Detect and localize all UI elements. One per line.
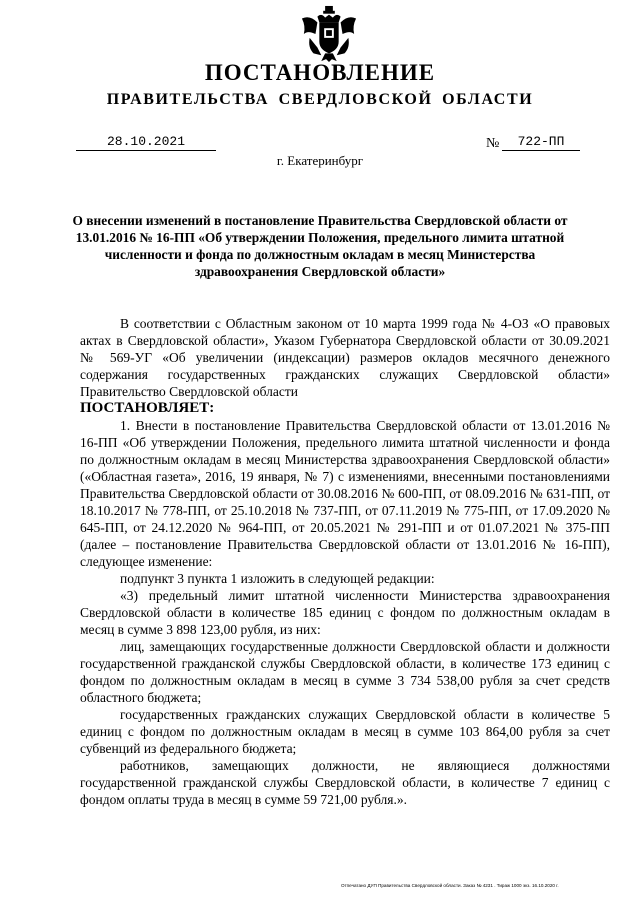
document-number: 722-ПП	[502, 134, 580, 151]
other-staff-paragraph: работников, замещающих должности, не являющиеся должностями государственной гражданской службы Свердловской области, в количестве 7 единиц с фондом оплаты труда в месяц в сумме 59 721,00 рубля.».	[80, 758, 610, 807]
clause-1-paragraph: 1. Внести в постановление Правительства Свердловской области от 13.01.2016 № 16-ПП «Об утверждении Положения, предельного лимита штатной численности и фонда по должностным окладам в месяц Министерства здравоохранения Свердловской области» («Областная газета», 2016, 19 января, № 7) с изменениями, внесенными постановлениями Правительства Свердловской области от 30.08.2016 № 600-ПП, от 08.09.2016 № 631-ПП, от 18.10.2017 № 778-ПП, от 25.10.2018 № 737-ПП, от 07.11.2019 № 775-ПП, от 17.09.2020 № 645-ПП, от 24.12.2020 № 964-ПП, от 20.05.2021 № 291-ПП и от 01.07.2021 № 375-ПП (далее – постановление Правительства Свердловской области от 13.01.2016 № 16-ПП), следующее изменение:	[80, 418, 610, 569]
coat-of-arms-emblem	[300, 5, 358, 63]
number-sign: №	[486, 136, 500, 151]
subclause-instruction: подпункт 3 пункта 1 изложить в следующей редакции:	[120, 571, 435, 586]
regional-staff-paragraph: лиц, замещающих государственные должности Свердловской области и должности государственной гражданской службы Свердловской области, в количестве 173 единиц с фондом по должностным окладам в месяц в сумме 3 734 538,00 рубля за счет средств областного бюджета;	[80, 639, 610, 705]
print-footer: Отпечатано ДУП Правительства Свердловской области. Заказ № 4231 . Тираж 1000 экз. 16.10.2020 г.	[341, 883, 559, 888]
document-date: 28.10.2021	[76, 134, 216, 151]
federal-staff-paragraph: государственных гражданских служащих Свердловской области в количестве 5 единиц с фондом по должностным окладам в месяц в сумме 103 864,00 рубля за счет субвенций из федерального бюджета;	[80, 707, 610, 756]
issuer-name: ПРАВИТЕЛЬСТВА СВЕРДЛОВСКОЙ ОБЛАСТИ	[106, 91, 534, 108]
decree-word: ПОСТАНОВЛЯЕТ:	[80, 400, 215, 416]
preamble-paragraph: В соответствии с Областным законом от 10 марта 1999 года № 4-ОЗ «О правовых актах в Свердловской области», Указом Губернатора Свердловской области от 30.09.2021 № 569-УГ «Об увеличении (индексации) размеров окладов месячного денежного содержания государственных гражданских служащих Свердловской области» Правительство Свердловской области	[80, 316, 610, 399]
new-wording-paragraph: «3) предельный лимит штатной численности Министерства здравоохранения Свердловской области в количестве 185 единиц с фондом по должностным окладам в месяц в сумме 3 898 123,00 рубля, из них:	[80, 588, 610, 637]
city: г. Екатеринбург	[276, 153, 364, 168]
document-title: ПОСТАНОВЛЕНИЕ	[204, 60, 436, 85]
document-body	[80, 315, 610, 808]
document-heading: О внесении изменений в постановление Правительства Свердловской области от 13.01.2016 № 16-ПП «Об утверждении Положения, предельного лимита штатной численности и фонда по должностным окладам в месяц Министерства здравоохранения Свердловской области»	[72, 213, 568, 279]
